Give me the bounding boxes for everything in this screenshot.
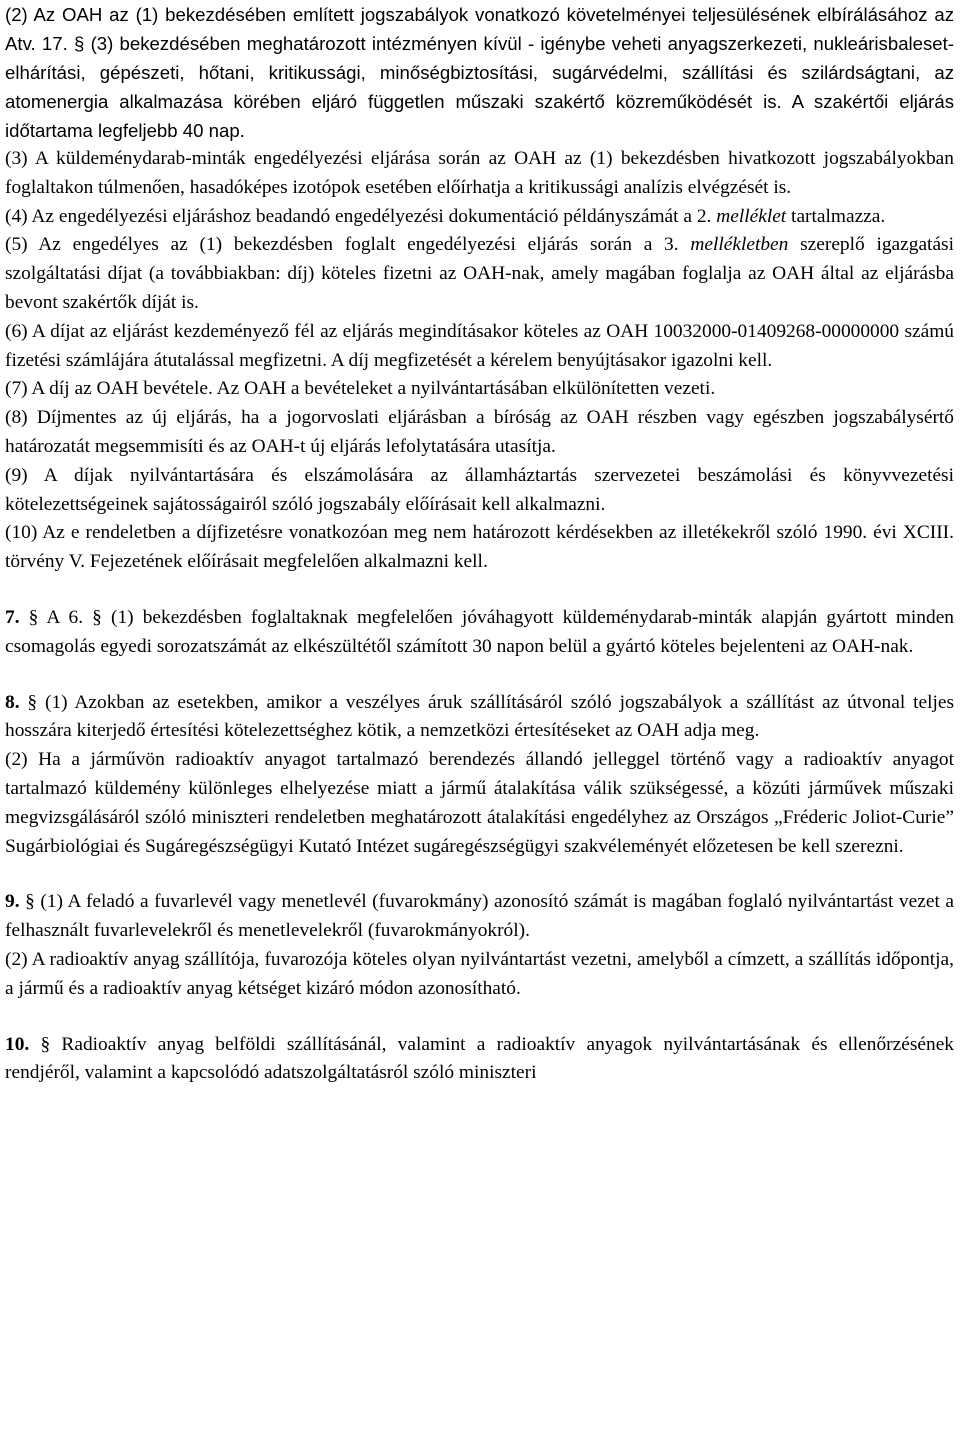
paragraph-text: tartalmazza. (786, 205, 886, 227)
paragraph-text: (7) A díj az OAH bevétele. Az OAH a bevételeket a nyilvántartásában elkülönítetten vezeti. (5, 378, 716, 400)
paragraph-p6 (5, 375, 954, 404)
paragraph-p7 (5, 404, 954, 462)
paragraph-p11 (5, 689, 954, 747)
paragraph-p15 (5, 1031, 954, 1089)
paragraph-p12 (5, 746, 954, 861)
paragraph-p8 (5, 462, 954, 520)
section-gap (5, 662, 954, 689)
paragraph-p2 (5, 145, 954, 203)
italic-term: melléklet (716, 205, 787, 227)
section-number: 9. (5, 891, 20, 913)
section-gap (5, 1004, 954, 1031)
italic-term: mellékletben (690, 234, 789, 256)
section-number: 10. (5, 1033, 30, 1055)
section-gap (5, 861, 954, 888)
paragraph-p14 (5, 946, 954, 1004)
paragraph-text: § (1) A feladó a fuvarlevél vagy menetlevél (fuvarokmány) azonosító számát is magában foglaló nyilvántartást vezet a felhasznált fuvarlevelekről és menetlevelekről (fuvarokmányokról). (5, 891, 954, 942)
paragraph-text: (8) Díjmentes az új eljárás, ha a jogorvoslati eljárásban a bíróság az OAH részben vagy egészben jogszabálysértő határozatát megsemmisíti és az OAH-t új eljárás lefolytatására utasítja. (5, 407, 954, 457)
paragraph-p1 (5, 0, 954, 145)
paragraph-text: (10) Az e rendeletben a díjfizetésre vonatkozóan meg nem határozott kérdésekben az illetékekről szóló 1990. évi XCIII. törvény V. Fejezetének előírásait megfelelően alkalmazni kell. (5, 522, 954, 573)
paragraph-p4 (5, 231, 954, 317)
paragraph-text: (4) Az engedélyezési eljáráshoz beadandó engedélyezési dokumentáció példányszámát a 2. (5, 205, 717, 227)
paragraph-p10 (5, 604, 954, 662)
paragraph-p5 (5, 318, 954, 376)
section-number: 7. (5, 606, 20, 628)
paragraph-text: § A 6. § (1) bekezdésben foglaltaknak megfelelően jóváhagyott küldeménydarab-minták alapján gyártott minden csomagolás egyedi sorozatszámát az elkészültétől számított 30 napon belül a gyártó köteles bejelenteni az OAH-nak. (5, 606, 954, 657)
paragraph-text: (3) A küldeménydarab-minták engedélyezési eljárása során az OAH az (1) bekezdésben hivatkozott jogszabályokban foglaltakon túlmenően, hasadóképes izotópok esetében előírhatja a kritikussági analízis elvégzését is. (5, 148, 954, 198)
section-number: 8. (5, 691, 20, 713)
section-gap (5, 577, 954, 604)
paragraph-text: § Radioaktív anyag belföldi szállításánál, valamint a radioaktív anyagok nyilvántartásának és ellenőrzésének rendjéről, valamint a kapcsolódó adatszolgáltatásról szóló miniszteri (5, 1033, 954, 1084)
paragraph-text: szereplő igazgatási szolgáltatási díjat (a továbbiakban: díj) köteles fizetni az OAH-nak, amely magában foglalja az OAH által az eljárásba bevont szakértők díját is. (5, 234, 954, 313)
paragraph-p3 (5, 203, 954, 232)
paragraph-text: (2) Ha a járművön radioaktív anyagot tartalmazó berendezés állandó jelleggel történő vagy a radioaktív anyagot tartalmazó küldemény különleges elhelyezése miatt a jármű átalakítása válik szükségessé, a közúti járművek műszaki megvizsgálásáról szóló miniszteri rendeletben meghatározott átalakítási engedélyhez az Országos „Fréderic Joliot-Curie” Sugárbiológiai és Sugáregészségügyi Kutató Intézet sugáregészségügyi szakvéleményét előzetesen be kell szerezni. (5, 749, 954, 857)
paragraph-text: (2) Az OAH az (1) bekezdésében említett jogszabályok vonatkozó követelményei teljesülésének elbírálásához az Atv. 17. § (3) bekezdésében meghatározott intézményen kívül - igénybe veheti anyagszerkezeti, nukleárisbaleset-elhárítási, gépészeti, hőtani, kritikussági, minőségbiztosítási, sugárvédelmi, szállítási és szilárdságtani, az atomenergia alkalmazása körében eljáró független műszaki szakértő közreműködését is. A szakértői eljárás időtartama legfeljebb 40 nap. (5, 4, 954, 141)
paragraph-text: (2) A radioaktív anyag szállítója, fuvarozója köteles olyan nyilvántartást vezetni, amelyből a címzett, a szállítás időpontja, a jármű és a radioaktív anyag kétséget kizáró módon azonosítható. (5, 948, 954, 999)
paragraph-text: § (1) Azokban az esetekben, amikor a veszélyes áruk szállításáról szóló jogszabályok a szállítást az útvonal teljes hosszára kiterjedő értesítési kötelezettséghez kötik, a nemzetközi értesítéseket az OAH adja meg. (5, 691, 954, 742)
paragraph-text: (6) A díjat az eljárást kezdeményező fél az eljárás megindításakor köteles az OAH 10032000-01409268-00000000 számú fizetési számlájára átutalással megfizetni. A díj megfizetését a kérelem benyújtásakor igazolni kell. (5, 320, 954, 371)
paragraph-text: (5) Az engedélyes az (1) bekezdésben foglalt engedélyezési eljárás során a 3. (5, 234, 691, 256)
paragraph-p13 (5, 888, 954, 946)
paragraph-p9 (5, 519, 954, 577)
paragraph-text: (9) A díjak nyilvántartására és elszámolására az államháztartás szervezetei beszámolási és könyvvezetési kötelezettségeinek sajátosságairól szóló jogszabály előírásait kell alkalmazni. (5, 464, 954, 515)
